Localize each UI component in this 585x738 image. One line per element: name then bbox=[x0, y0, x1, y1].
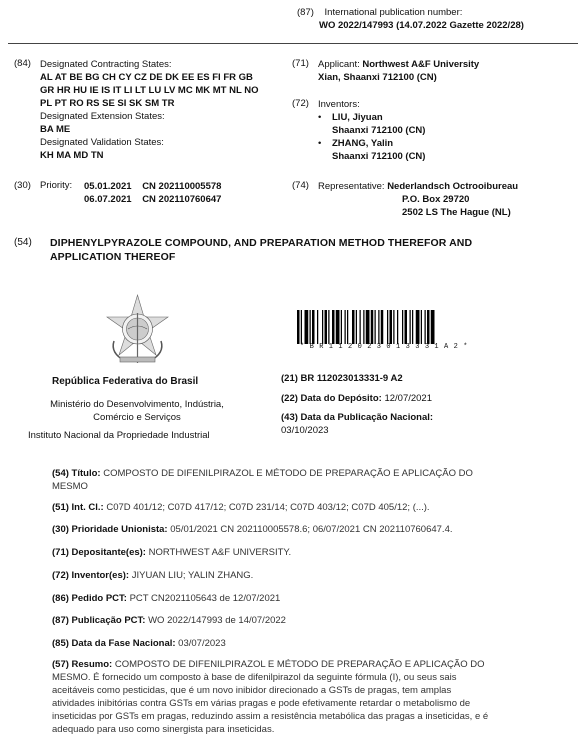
extension-label: Designated Extension States: bbox=[40, 111, 165, 122]
bib-field-30: (30) Prioridade Unionista: 05/01/2021 CN 202110005578.6; 06/07/2021 CN 202110760647.4. bbox=[52, 524, 453, 535]
representative-block bbox=[318, 180, 518, 219]
barcode-bar bbox=[356, 310, 357, 344]
contracting-states-line: PL PT RO RS SE SI SK SM TR bbox=[40, 98, 175, 109]
code-72: (72) bbox=[292, 98, 309, 109]
abstract: (57) Resumo: COMPOSTO DE DIFENILPIRAZOL E MÉTODO DE PREPARAÇÃO E APLICAÇÃO DO MESMO. É fornecido um composto à base de difenilpirazol da seguinte fórmula (I), ou seus sais aceitáveis como pesticidas, que é um novo inibidor direcionado a GSTs de pragas, tem amplas atividades inibitórias contra GSTs em várias pragas e pode efetivamente retardar o metabolismo de inseticidas por GSTs em pragas, reduzindo assim a resistência metabólica das pragas a inseticidas, e é adequado para uso como sinergista para inseticidas. bbox=[52, 659, 489, 735]
contracting-states-line: GR HR HU IE IS IT LI LT LU LV MC MK MT NL NO bbox=[40, 85, 259, 96]
inventors-label: Inventors: bbox=[318, 99, 360, 110]
bib-field-71: (71) Depositante(es): NORTHWEST A&F UNIVERSITY. bbox=[52, 547, 292, 558]
applicant-address: Xian, Shaanxi 712100 (CN) bbox=[318, 72, 437, 83]
bib-field-85: (85) Data da Fase Nacional: 03/07/2023 bbox=[52, 638, 226, 649]
barcode-bar bbox=[305, 310, 309, 344]
priority-item: 06.07.2021 CN 202110760647 bbox=[84, 194, 222, 205]
code-84: (84) bbox=[14, 58, 31, 69]
ministry-line: Ministério do Desenvolvimento, Indústria, bbox=[50, 399, 224, 410]
institute-name: Instituto Nacional da Propriedade Industrial bbox=[28, 430, 210, 441]
code-87: (87) bbox=[297, 7, 314, 18]
barcode-bar bbox=[387, 310, 388, 344]
brazil-coat-of-arms-logo bbox=[100, 293, 175, 368]
barcode-text: * B R 1 1 2 0 2 3 0 1 3 3 3 1 A 2 * bbox=[300, 343, 469, 351]
bullet-icon: • bbox=[318, 112, 322, 123]
representative-name: Nederlandsch Octrooibureau bbox=[387, 181, 519, 192]
barcode-bar bbox=[332, 310, 335, 344]
validation-label: Designated Validation States: bbox=[40, 137, 164, 148]
barcode-bar bbox=[325, 310, 328, 344]
barcode-bar bbox=[405, 310, 408, 344]
barcode-bar bbox=[412, 310, 413, 344]
document-title: DIPHENYLPYRAZOLE COMPOUND, AND PREPARATION METHOD THEREFOR AND APPLICATION THEREOF bbox=[50, 237, 473, 263]
intl-pub-label: International publication number: bbox=[324, 7, 463, 18]
bib-field-51: (51) Int. Cl.: C07D 401/12; C07D 417/12; C07D 231/14; C07D 403/12; C07D 405/12; (...). bbox=[52, 502, 430, 513]
barcode-bar bbox=[421, 310, 422, 344]
priority-label: Priority: bbox=[40, 180, 73, 191]
barcode-bar bbox=[352, 310, 355, 344]
ministry-block bbox=[34, 398, 240, 424]
representative-line: P.O. Box 29720 bbox=[402, 194, 470, 205]
field-22: (22) Data do Depósito: 12/07/2021 bbox=[281, 393, 432, 404]
barcode-bar bbox=[317, 310, 318, 344]
barcode-bar bbox=[371, 310, 374, 344]
header-pub-number bbox=[297, 6, 524, 32]
bib-field-86: (86) Pedido PCT: PCT CN2021105643 de 12/07/2021 bbox=[52, 593, 281, 604]
barcode-bar bbox=[393, 310, 394, 344]
validation-states: KH MA MD TN bbox=[40, 150, 104, 161]
designated-states-block bbox=[40, 58, 259, 162]
code-30: (30) bbox=[14, 180, 31, 191]
barcode-bar bbox=[347, 310, 348, 344]
barcode-bar bbox=[416, 310, 420, 344]
barcode-bar bbox=[378, 310, 379, 344]
code-74: (74) bbox=[292, 180, 309, 191]
barcode-bar bbox=[397, 310, 398, 344]
divider-top bbox=[8, 43, 578, 44]
barcode-bar bbox=[381, 310, 384, 344]
barcode-bar bbox=[402, 310, 403, 344]
barcode-bar bbox=[328, 310, 329, 344]
contracting-states-line: AL AT BE BG CH CY CZ DE DK EE ES FI FR GB bbox=[40, 72, 253, 83]
republic-name: República Federativa do Brasil bbox=[52, 376, 199, 387]
representative-line: 2502 LS The Hague (NL) bbox=[402, 207, 511, 218]
barcode-graphic bbox=[297, 310, 493, 344]
barcode-bar bbox=[341, 310, 342, 344]
barcode-bar bbox=[336, 310, 340, 344]
barcode-bar bbox=[297, 310, 300, 344]
intl-pub-value: WO 2022/147993 (14.07.2022 Gazette 2022/28) bbox=[319, 20, 524, 31]
representative-label: Representative: bbox=[318, 181, 385, 192]
field-21: (21) BR 112023013331-9 A2 bbox=[281, 373, 403, 384]
barcode-bar bbox=[427, 310, 430, 344]
inventor-item: • LIU, Jiyuan Shaanxi 712100 (CN) bbox=[314, 111, 425, 137]
priority-list bbox=[84, 180, 221, 206]
extension-states: BA ME bbox=[40, 124, 71, 135]
barcode-bar bbox=[375, 310, 376, 344]
barcode-bar bbox=[360, 310, 361, 344]
bib-field-87: (87) Publicação PCT: WO 2022/147993 de 14/07/2022 bbox=[52, 615, 286, 626]
barcode-bar bbox=[345, 310, 346, 344]
barcode-bar bbox=[322, 310, 323, 344]
barcode-bar bbox=[301, 310, 302, 344]
bib-field-54: (54) Título: COMPOSTO DE DIFENILPIRAZOL E MÉTODO DE PREPARAÇÃO E APLICAÇÃO DO MESMO bbox=[52, 468, 473, 492]
barcode-bar bbox=[410, 310, 411, 344]
ministry-line: Comércio e Serviços bbox=[93, 412, 181, 423]
barcode-bar bbox=[310, 310, 311, 344]
designated-contracting-label: Designated Contracting States: bbox=[40, 59, 172, 70]
bullet-icon: • bbox=[318, 138, 322, 149]
barcode-bar bbox=[431, 310, 435, 344]
field-43: (43) Data da Publicação Nacional: 03/10/2023 bbox=[281, 412, 434, 436]
barcode-bar bbox=[425, 310, 426, 344]
inventor-item: • ZHANG, Yalin Shaanxi 712100 (CN) bbox=[314, 137, 425, 163]
barcode-bar bbox=[312, 310, 315, 344]
priority-item: 05.01.2021 CN 202110005578 bbox=[84, 181, 222, 192]
barcode-bar bbox=[363, 310, 364, 344]
barcode-bar bbox=[390, 310, 393, 344]
applicant-block bbox=[318, 58, 479, 84]
bib-field-72: (72) Inventor(es): JIYUAN LIU; YALIN ZHANG. bbox=[52, 570, 254, 581]
barcode bbox=[297, 310, 493, 344]
code-54: (54) bbox=[14, 237, 32, 248]
inventors-block bbox=[318, 98, 425, 163]
applicant-label: Applicant: bbox=[318, 59, 360, 70]
applicant-name: Northwest A&F University bbox=[362, 59, 480, 70]
code-71: (71) bbox=[292, 58, 309, 69]
barcode-bar bbox=[366, 310, 370, 344]
